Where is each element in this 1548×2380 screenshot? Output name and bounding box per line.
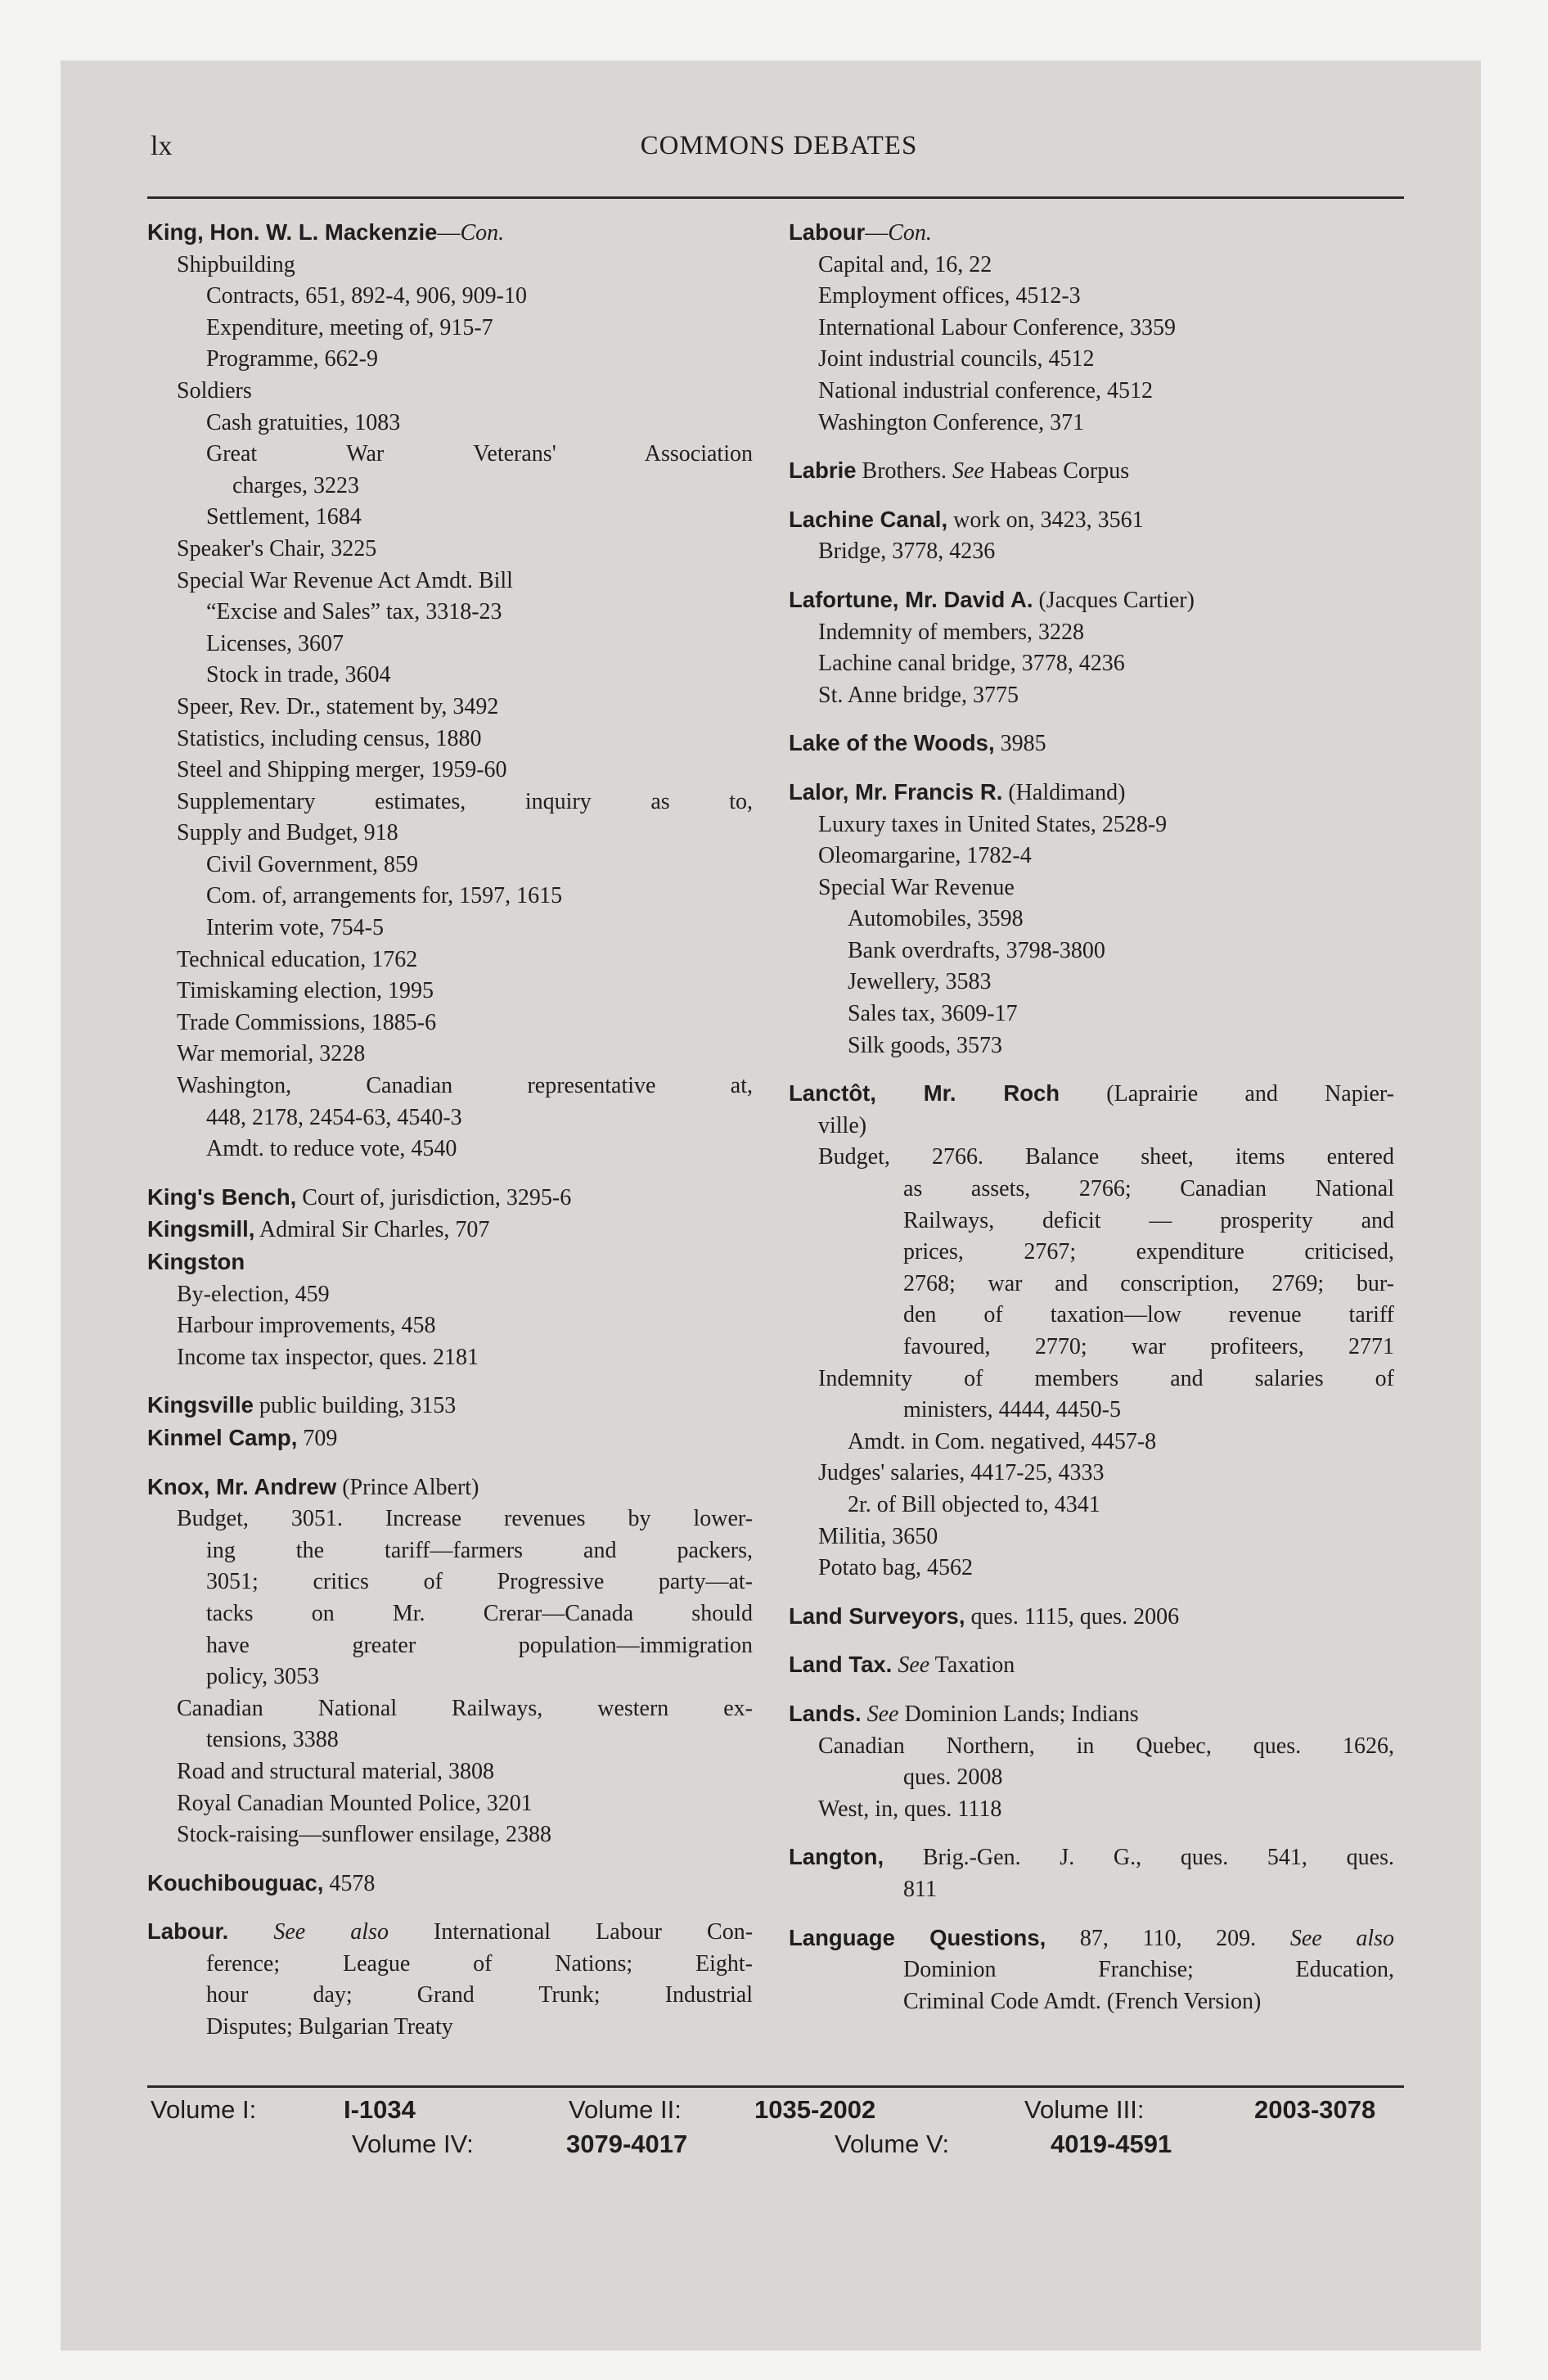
- entry-heading: Kingston: [147, 1249, 245, 1274]
- entry-text: Supply and Budget, 918: [177, 820, 398, 846]
- entry-text: Potato bag, 4562: [818, 1555, 973, 1581]
- index-entry: [789, 504, 1394, 568]
- entry-heading: Kouchibouguac,: [147, 1869, 324, 1895]
- entry-text: ques. 2008: [903, 1765, 1003, 1791]
- entry-heading: Knox, Mr. Andrew: [147, 1473, 337, 1499]
- entry-text: 3985: [994, 731, 1046, 757]
- volume-1-label: Volume I:: [151, 2095, 257, 2124]
- entry-text: Disputes; Bulgarian Treaty: [206, 2014, 453, 2040]
- volume-4-label: Volume IV:: [352, 2130, 474, 2158]
- entry-text: Automobiles, 3598: [848, 906, 1024, 932]
- entry-subline: [147, 692, 753, 723]
- volume-2-label: Volume II:: [569, 2095, 682, 2124]
- entry-text: Employment offices, 4512-3: [818, 283, 1081, 309]
- index-entry: [147, 1182, 753, 1374]
- entry-heading: Language Questions,: [789, 1924, 1046, 1950]
- entry-subline: [789, 648, 1394, 680]
- entry-text: Technical education, 1762: [177, 946, 418, 972]
- entry-text: Bridge, 3778, 4236: [818, 539, 996, 565]
- entry-text: Washington, Canadian representative at,: [177, 1073, 753, 1099]
- entry-text: [862, 1702, 867, 1727]
- volume-2-range: 1035-2002: [754, 2095, 876, 2124]
- cross-reference: See also: [1289, 1925, 1394, 1951]
- cross-reference: See: [866, 1701, 899, 1727]
- entry-heading: Land Tax.: [789, 1652, 893, 1678]
- entry-heading: Lake of the Woods,: [789, 730, 995, 756]
- entry-subline: [789, 1954, 1394, 1986]
- entry-text: Royal Canadian Mounted Police, 3201: [177, 1790, 533, 1816]
- entry-text: Harbour improvements, 458: [177, 1313, 436, 1339]
- entry-text: 2768; war and conscription, 2769; bur-: [903, 1270, 1394, 1296]
- entry-text: charges, 3223: [232, 472, 359, 498]
- entry-text: ques. 1115, ques. 2006: [965, 1603, 1180, 1629]
- volume-3-range: 2003-3078: [1254, 2095, 1376, 2124]
- entry-text: Soldiers: [177, 377, 252, 403]
- index-entry: [789, 777, 1394, 1062]
- volume-5-label: Volume V:: [835, 2130, 950, 2158]
- entry-subline: [789, 1521, 1394, 1553]
- entry-heading-line: [147, 1472, 753, 1504]
- entry-subline: [147, 1342, 753, 1374]
- entry-subline: [147, 534, 753, 566]
- entry-text: Special War Revenue Act Amdt. Bill: [177, 567, 513, 593]
- entry-text: Budget, 2766. Balance sheet, items entered: [818, 1144, 1394, 1170]
- entry-text: Canadian Northern, in Quebec, ques. 1626,: [818, 1733, 1394, 1759]
- entry-heading-line: [147, 1868, 753, 1900]
- entry-text: hour day; Grand Trunk; Industrial: [206, 1982, 753, 2008]
- entry-subline: [147, 439, 753, 471]
- entry-text: Road and structural material, 3808: [177, 1758, 494, 1784]
- entry-subline: [147, 1279, 753, 1311]
- entry-subline: [147, 313, 753, 345]
- entry-subline: [147, 1661, 753, 1693]
- entry-text: Jewellery, 3583: [848, 969, 992, 995]
- entry-text: Judges' salaries, 4417-25, 4333: [818, 1460, 1105, 1486]
- entry-text: Lachine canal bridge, 3778, 4236: [818, 651, 1125, 677]
- entry-heading-line: [789, 217, 1394, 250]
- index-entry: [147, 1472, 753, 1851]
- entry-heading: Lachine Canal,: [789, 506, 948, 532]
- entry-subline: [147, 566, 753, 597]
- entry-subline: [147, 1566, 753, 1598]
- entry-heading: Lalor, Mr. Francis R.: [789, 778, 1003, 805]
- entry-text: Programme, 662-9: [206, 346, 378, 372]
- entry-text: Court of, jurisdiction, 3295-6: [296, 1184, 572, 1210]
- volume-1-range: I-1034: [344, 2095, 416, 2124]
- page-header: [151, 131, 1407, 170]
- volume-5-range: 4019-4591: [1051, 2130, 1172, 2158]
- entry-subline: [789, 1174, 1394, 1206]
- entry-text: Settlement, 1684: [206, 504, 362, 530]
- entry-subline: [147, 1503, 753, 1535]
- entry-text: ministers, 4444, 4450-5: [903, 1397, 1121, 1423]
- entry-heading-line: [789, 728, 1394, 760]
- entry-heading: King's Bench,: [147, 1183, 297, 1210]
- entry-subline: [789, 376, 1394, 408]
- entry-heading: Lands.: [789, 1700, 862, 1726]
- entry-subline: [147, 1214, 753, 1246]
- entry-text: International Labour Conference, 3359: [818, 314, 1176, 340]
- entry-text: Trade Commissions, 1885-6: [177, 1009, 437, 1035]
- entry-text: 811: [903, 1876, 937, 1902]
- entry-text: Dominion Franchise; Education,: [903, 1957, 1394, 1983]
- cross-reference: Con.: [888, 220, 932, 246]
- entry-text: Admiral Sir Charles, 707: [254, 1217, 490, 1243]
- entry-subline: [789, 998, 1394, 1030]
- entry-subline: [789, 1300, 1394, 1332]
- entry-subline: [147, 881, 753, 913]
- entry-heading: Labour.: [147, 1918, 229, 1945]
- entry-text: —: [865, 220, 889, 246]
- entry-text: Com. of, arrangements for, 1597, 1615: [206, 883, 563, 909]
- index-entry: [789, 455, 1394, 488]
- entry-text: Great War Veterans' Association: [206, 441, 753, 467]
- footer-rule: [147, 2085, 1404, 2088]
- entry-text: Oleomargarine, 1782-4: [818, 843, 1032, 869]
- entry-heading-line: [789, 584, 1394, 617]
- header-rule: [147, 196, 1404, 199]
- entry-text: Sales tax, 3609-17: [848, 1001, 1018, 1027]
- entry-subline: [789, 809, 1394, 841]
- entry-subline: [789, 536, 1394, 568]
- volume-3-label: Volume III:: [1024, 2095, 1145, 2124]
- entry-subline: [789, 680, 1394, 712]
- entry-text: 709: [297, 1425, 338, 1451]
- entry-heading: Labour: [789, 219, 866, 245]
- entry-subline: [147, 502, 753, 534]
- entry-heading: Kingsville: [147, 1392, 254, 1418]
- entry-text: as assets, 2766; Canadian National: [903, 1176, 1394, 1202]
- index-column-right: [789, 217, 1394, 2034]
- entry-subline: [789, 281, 1394, 313]
- entry-heading-line: [789, 1698, 1394, 1731]
- cross-reference: See: [898, 1652, 930, 1679]
- entry-text: Income tax inspector, ques. 2181: [177, 1344, 479, 1370]
- entry-subline: [789, 1364, 1394, 1395]
- entry-subline: [147, 1980, 753, 2012]
- entry-subline: [147, 723, 753, 755]
- entry-text: policy, 3053: [206, 1664, 320, 1690]
- entry-text: Bank overdrafts, 3798-3800: [848, 937, 1105, 963]
- entry-subline: [789, 1237, 1394, 1269]
- entry-text: Habeas Corpus: [983, 458, 1130, 485]
- entry-subline: [147, 629, 753, 660]
- entry-heading-line: [789, 1922, 1394, 1955]
- index-entry: [789, 1698, 1394, 1825]
- entry-heading-line: [789, 1841, 1394, 1874]
- entry-subline: [147, 281, 753, 313]
- entry-subline: [789, 250, 1394, 282]
- cross-reference: Con.: [460, 220, 505, 246]
- entry-text: ing the tariff—farmers and packers,: [206, 1537, 753, 1563]
- entry-subline: [147, 818, 753, 850]
- entry-heading-line: [147, 1390, 753, 1422]
- entry-text: Budget, 3051. Increase revenues by lower-: [177, 1506, 753, 1532]
- entry-subline: [789, 344, 1394, 376]
- entry-heading-line: [789, 1078, 1394, 1111]
- entry-text: Interim vote, 754-5: [206, 915, 384, 941]
- entry-text: National industrial conference, 4512: [818, 377, 1153, 403]
- index-entry: [147, 1916, 753, 2043]
- index-entry: [789, 217, 1394, 439]
- entry-text: War memorial, 3228: [177, 1041, 366, 1067]
- entry-text: 87, 110, 209.: [1046, 1925, 1290, 1951]
- entry-text: Licenses, 3607: [206, 630, 344, 656]
- entry-text: —: [437, 220, 461, 246]
- entry-subline: [789, 1206, 1394, 1237]
- entry-text: tensions, 3388: [206, 1727, 339, 1753]
- entry-text: West, in, ques. 1118: [818, 1796, 1002, 1822]
- entry-subline: [147, 755, 753, 787]
- entry-text: By-election, 459: [177, 1281, 330, 1307]
- entry-heading: Land Surveyors,: [789, 1602, 965, 1629]
- entry-subline: [147, 597, 753, 629]
- entry-subline: [147, 1134, 753, 1165]
- entry-subline: [147, 1819, 753, 1851]
- entry-text: (Prince Albert): [336, 1474, 479, 1500]
- entry-subline: [789, 408, 1394, 439]
- entry-subline: [789, 1142, 1394, 1174]
- entry-text: Amdt. in Com. negatived, 4457-8: [848, 1428, 1157, 1454]
- entry-subline: [789, 1458, 1394, 1490]
- entry-subline: [147, 1598, 753, 1630]
- entry-subline: [789, 1111, 1394, 1143]
- entry-subline: [789, 841, 1394, 872]
- entry-subline: [147, 1630, 753, 1662]
- entry-text: Stock in trade, 3604: [206, 662, 391, 688]
- entry-subline: [789, 967, 1394, 998]
- entry-heading-line: [789, 1601, 1394, 1634]
- entry-text: St. Anne bridge, 3775: [818, 682, 1019, 708]
- entry-subline: [147, 1788, 753, 1820]
- entry-subline: [147, 976, 753, 1007]
- entry-text: Militia, 3650: [818, 1523, 938, 1549]
- page-number: lx: [151, 131, 173, 161]
- entry-text: (Haldimand): [1002, 779, 1126, 805]
- entry-subline: [789, 872, 1394, 904]
- entry-subline: [789, 1762, 1394, 1794]
- entry-subline: [147, 1102, 753, 1134]
- entry-text: “Excise and Sales” tax, 3318-23: [206, 599, 502, 625]
- index-entry: [789, 1922, 1394, 2018]
- entry-subline: [789, 1269, 1394, 1300]
- entry-subline: [147, 850, 753, 881]
- entry-subline: [147, 250, 753, 282]
- entry-subline: [147, 913, 753, 944]
- entry-subline: [789, 904, 1394, 935]
- entry-text: [228, 1919, 273, 1945]
- entry-text: International Labour Con-: [388, 1919, 754, 1945]
- index-entry: [789, 728, 1394, 760]
- entry-subline: [147, 944, 753, 976]
- index-entry: [789, 1078, 1394, 1584]
- cross-reference: See also: [273, 1919, 389, 1945]
- entry-text: Shipbuilding: [177, 251, 295, 277]
- entry-text: Civil Government, 859: [206, 851, 418, 877]
- entry-heading-line: [147, 1182, 753, 1215]
- index-entry: [147, 1868, 753, 1900]
- entry-heading: Kinmel Camp,: [147, 1424, 298, 1450]
- entry-subline: [147, 471, 753, 503]
- entry-subline: [147, 660, 753, 692]
- entry-text: have greater population—immigration: [206, 1632, 753, 1658]
- entry-text: Statistics, including census, 1880: [177, 725, 482, 751]
- entry-text: Amdt. to reduce vote, 4540: [206, 1136, 457, 1162]
- entry-text: ville): [818, 1112, 867, 1138]
- entry-text: Railways, deficit — prosperity and: [903, 1207, 1394, 1233]
- entry-text: Timiskaming election, 1995: [177, 978, 434, 1004]
- entry-text: favoured, 2770; war profiteers, 2771: [903, 1334, 1394, 1359]
- entry-heading: Lanctôt, Mr. Roch: [789, 1080, 1060, 1107]
- entry-text: Brothers.: [856, 458, 952, 485]
- entry-subline: [789, 1874, 1394, 1906]
- entry-text: Supplementary estimates, inquiry as to,: [177, 788, 753, 814]
- index-entry: [789, 1649, 1394, 1682]
- entry-text: Criminal Code Amdt. (French Version): [903, 1988, 1262, 2014]
- entry-subline: [789, 1553, 1394, 1584]
- entry-text: (Jacques Cartier): [1033, 587, 1195, 613]
- entry-subline: [147, 787, 753, 818]
- entry-text: Luxury taxes in United States, 2528-9: [818, 811, 1168, 837]
- entry-subline: [789, 1794, 1394, 1826]
- entry-text: Contracts, 651, 892-4, 906, 909-10: [206, 283, 527, 309]
- entry-subline: [147, 1724, 753, 1756]
- entry-text: Indemnity of members, 3228: [818, 619, 1085, 645]
- entry-subline: [789, 1030, 1394, 1062]
- entry-subline: [789, 1986, 1394, 2018]
- entry-subline: [147, 2012, 753, 2044]
- entry-heading-line: [789, 777, 1394, 809]
- entry-text: den of taxation—low revenue tariff: [903, 1302, 1394, 1328]
- entry-text: Silk goods, 3573: [848, 1032, 1003, 1058]
- entry-subline: [147, 1693, 753, 1725]
- entry-text: (Laprairie and Napier-: [1060, 1081, 1394, 1107]
- cross-reference: See: [952, 458, 984, 485]
- index-entry: [147, 217, 753, 1165]
- index-column-left: [147, 217, 753, 2060]
- entry-text: 2r. of Bill objected to, 4341: [848, 1491, 1100, 1517]
- entry-text: Capital and, 16, 22: [818, 251, 992, 277]
- entry-text: tacks on Mr. Crerar—Canada should: [206, 1600, 753, 1626]
- entry-heading: Kingsmill,: [147, 1216, 255, 1242]
- volume-key-footer: [147, 2095, 1404, 2177]
- entry-text: ference; League of Nations; Eight-: [206, 1950, 753, 1977]
- entry-text: Special War Revenue: [818, 874, 1015, 900]
- entry-subline: [147, 1535, 753, 1567]
- index-entry: [789, 1841, 1394, 1905]
- entry-subline: [147, 1246, 753, 1279]
- entry-subline: [789, 1427, 1394, 1458]
- entry-heading: Langton,: [789, 1844, 884, 1870]
- running-title: COMMONS DEBATES: [640, 131, 918, 160]
- entry-text: prices, 2767; expenditure criticised,: [903, 1239, 1394, 1265]
- entry-subline: [789, 1395, 1394, 1427]
- entry-subline: [789, 313, 1394, 345]
- entry-subline: [147, 1007, 753, 1039]
- entry-subline: [789, 1490, 1394, 1521]
- entry-subline: [147, 376, 753, 408]
- entry-text: Joint industrial councils, 4512: [818, 346, 1095, 372]
- entry-subline: [147, 1071, 753, 1102]
- entry-text: Canadian National Railways, western ex-: [177, 1695, 753, 1721]
- entry-heading-line: [789, 1649, 1394, 1682]
- entry-text: Dominion Lands; Indians: [898, 1701, 1139, 1727]
- entry-heading-line: [147, 1916, 753, 1949]
- entry-text: public building, 3153: [253, 1393, 457, 1419]
- entry-text: Brig.-Gen. J. G., ques. 541, ques.: [884, 1845, 1394, 1871]
- entry-text: work on, 3423, 3561: [947, 507, 1144, 533]
- entry-text: Stock-raising—sunflower ensilage, 2388: [177, 1822, 552, 1848]
- entry-subline: [147, 1039, 753, 1071]
- entry-text: Indemnity of members and salaries of: [818, 1365, 1394, 1391]
- index-entry: [789, 1601, 1394, 1634]
- entry-text: Cash gratuities, 1083: [206, 409, 401, 435]
- entry-heading: Lafortune, Mr. David A.: [789, 586, 1033, 612]
- index-entry: [789, 584, 1394, 711]
- volume-4-range: 3079-4017: [566, 2130, 688, 2158]
- entry-heading: King, Hon. W. L. Mackenzie: [147, 219, 438, 245]
- entry-subline: [789, 935, 1394, 967]
- entry-subline: [147, 1310, 753, 1342]
- entry-heading: Labrie: [789, 458, 857, 484]
- entry-text: Taxation: [929, 1652, 1015, 1679]
- entry-text: 448, 2178, 2454-63, 4540-3: [206, 1104, 462, 1130]
- entry-text: Washington Conference, 371: [818, 409, 1085, 435]
- entry-heading-line: [147, 217, 753, 250]
- entry-heading-line: [789, 455, 1394, 488]
- entry-subline: [147, 344, 753, 376]
- entry-subline: [789, 617, 1394, 649]
- entry-subline: [147, 1422, 753, 1455]
- entry-text: Steel and Shipping merger, 1959-60: [177, 757, 507, 783]
- entry-text: Speer, Rev. Dr., statement by, 3492: [177, 693, 499, 719]
- entry-subline: [789, 1731, 1394, 1763]
- entry-text: Expenditure, meeting of, 915-7: [206, 314, 493, 340]
- entry-heading-line: [789, 504, 1394, 537]
- entry-subline: [789, 1332, 1394, 1364]
- entry-subline: [147, 1949, 753, 1981]
- entry-subline: [147, 1756, 753, 1788]
- entry-text: Speaker's Chair, 3225: [177, 535, 377, 561]
- entry-text: 4578: [323, 1870, 376, 1896]
- entry-subline: [147, 408, 753, 439]
- entry-text: 3051; critics of Progressive party—at-: [206, 1569, 753, 1595]
- index-entry: [147, 1390, 753, 1454]
